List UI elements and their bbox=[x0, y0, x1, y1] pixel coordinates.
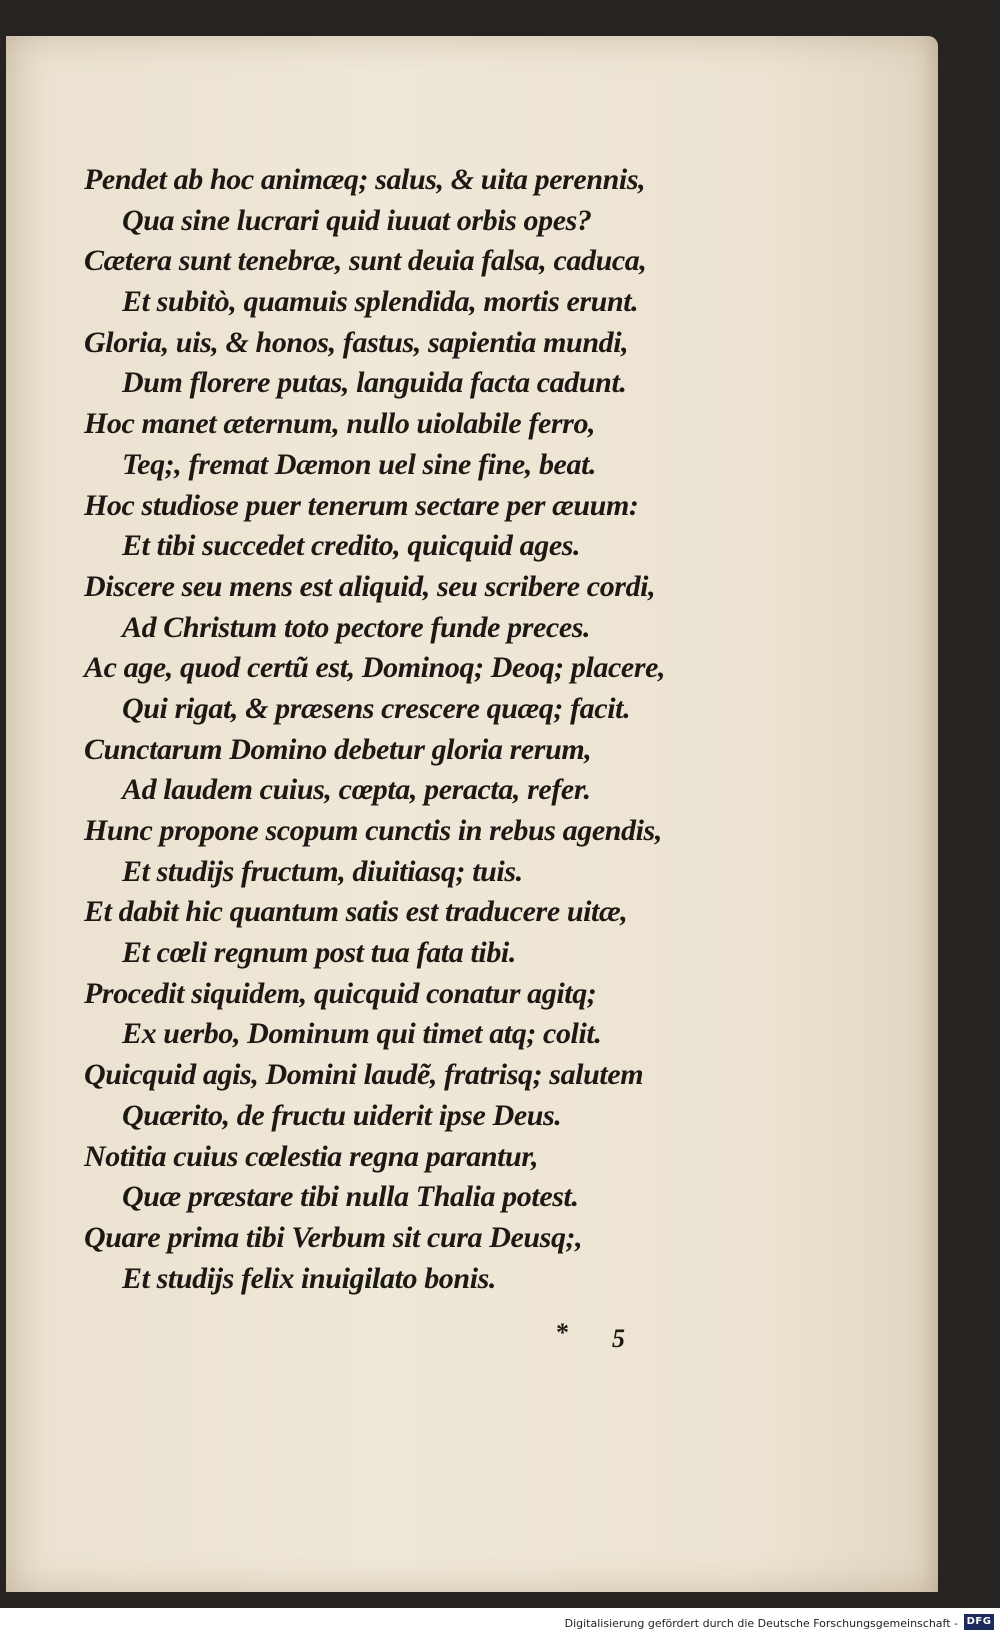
verse-line-4: Et subitò, quamuis splendida, mortis erunt. bbox=[122, 285, 639, 319]
verse-line-15: Cunctarum Domino debetur gloria rerum, bbox=[84, 732, 592, 766]
verse-line-28: Et studijs felix inuigilato bonis. bbox=[122, 1261, 496, 1295]
verse-line-2: Qua sine lucrari quid iuuat orbis opes? bbox=[122, 203, 592, 237]
verse-line-14: Qui rigat, & præsens crescere quæq; facit. bbox=[122, 691, 631, 725]
digitization-credit: Digitalisierung gefördert durch die Deutsche Forschungsgemeinschaft - bbox=[564, 1617, 958, 1630]
verse-line-10: Et tibi succedet credito, quicquid ages. bbox=[122, 529, 581, 563]
verse-line-17: Hunc propone scopum cunctis in rebus agendis, bbox=[84, 814, 662, 847]
verse-line-25: Notitia cuius cœlestia regna parantur, bbox=[84, 1139, 539, 1173]
verse-line-7: Hoc manet æternum, nullo uiolabile ferro, bbox=[84, 407, 596, 441]
page-edge bbox=[924, 36, 938, 1592]
verse-line-12: Ad Christum toto pectore funde preces. bbox=[122, 610, 591, 644]
verse-line-22: Ex uerbo, Dominum qui timet atq; colit. bbox=[122, 1017, 602, 1051]
verse-line-8: Teq;, fremat Dæmon uel sine fine, beat. bbox=[122, 447, 597, 481]
signature-mark: 5 bbox=[612, 1324, 625, 1353]
verse-line-24: Quærito, de fructu uiderit ipse Deus. bbox=[122, 1098, 562, 1132]
verse-line-26: Quæ præstare tibi nulla Thalia potest. bbox=[122, 1180, 579, 1214]
verse-line-16: Ad laudem cuius, cœpta, peracta, refer. bbox=[122, 773, 591, 807]
verse-line-18: Et studijs fructum, diuitiasq; tuis. bbox=[122, 854, 523, 888]
poem-text-block bbox=[84, 160, 734, 1299]
footer-bar bbox=[0, 1608, 1000, 1634]
catchword-mark: * bbox=[556, 1318, 569, 1347]
verse-line-21: Procedit siquidem, quicquid conatur agitq; bbox=[84, 976, 597, 1010]
verse-line-3: Cætera sunt tenebræ, sunt deuia falsa, caduca, bbox=[84, 244, 647, 278]
dfg-logo-icon: DFG bbox=[964, 1614, 994, 1630]
verse-line-5: Gloria, uis, & honos, fastus, sapientia mundi, bbox=[84, 325, 629, 359]
verse-line-9: Hoc studiose puer tenerum sectare per æuum: bbox=[84, 488, 639, 522]
verse-line-23: Quicquid agis, Domini laudẽ, fratrisq; salutem bbox=[84, 1058, 644, 1092]
verse-line-1: Pendet ab hoc animæq; salus, & uita perennis, bbox=[84, 163, 646, 196]
verse-line-11: Discere seu mens est aliquid, seu scribere cordi, bbox=[84, 569, 656, 603]
verse-line-27: Quare prima tibi Verbum sit cura Deusq;, bbox=[84, 1220, 583, 1254]
verse-line-13: Ac age, quod certũ est, Dominoq; Deoq; placere, bbox=[84, 651, 666, 685]
verse-line-19: Et dabit hic quantum satis est traducere uitæ, bbox=[84, 895, 628, 929]
verse-line-20: Et cœli regnum post tua fata tibi. bbox=[122, 936, 516, 970]
verse-line-6: Dum florere putas, languida facta cadunt. bbox=[122, 366, 627, 400]
